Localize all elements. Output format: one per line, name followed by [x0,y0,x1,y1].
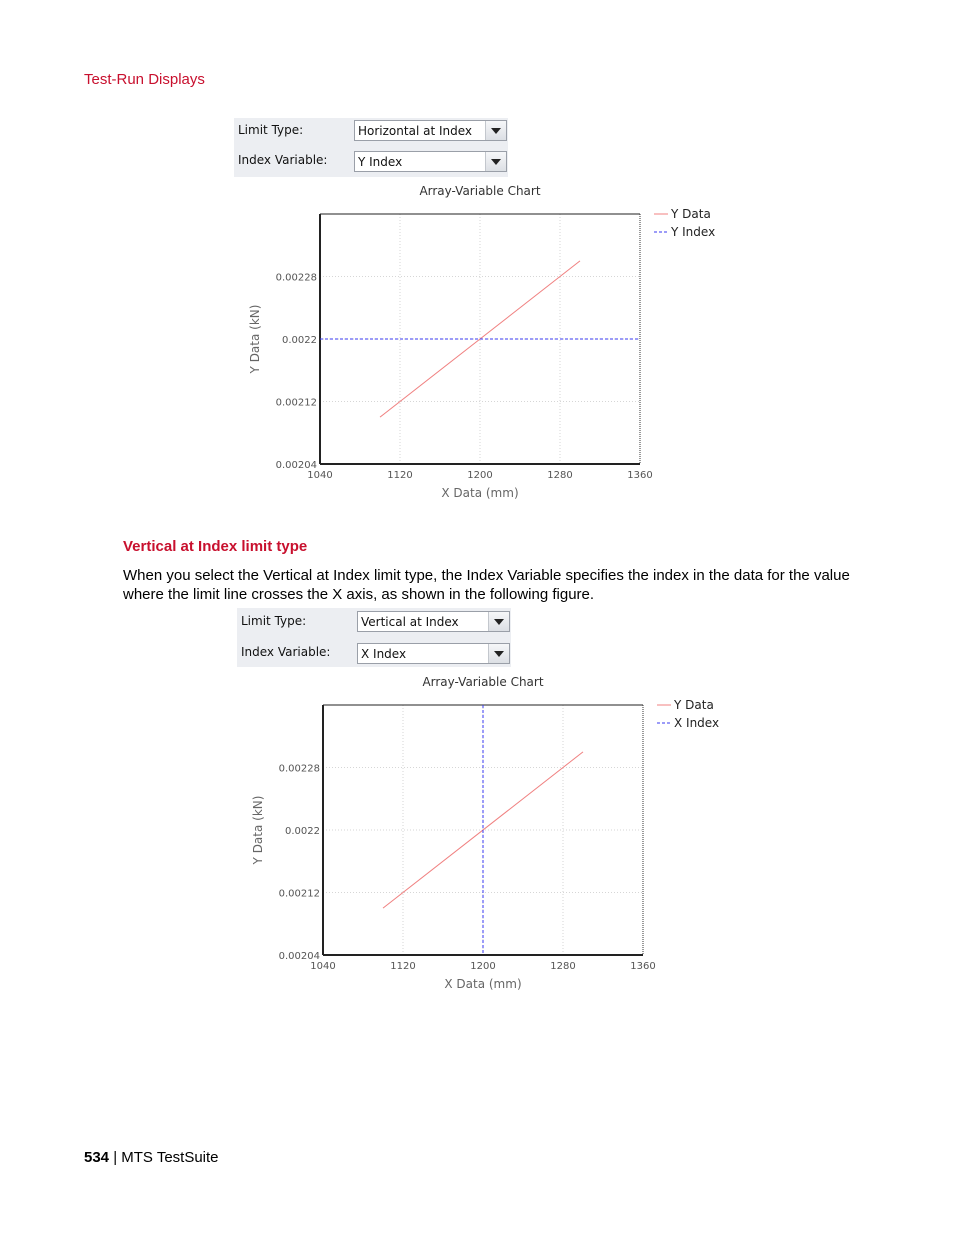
index-variable-dropdown[interactable] [354,151,507,172]
section-paragraph: When you select the Vertical at Index limit type, the Index Variable specifies the index in the data for the value where the limit line crosses the X axis, as shown in the following figure. [123,567,850,603]
chart-title: Array-Variable Chart [419,184,541,198]
limit-type-label: Limit Type: [238,123,304,137]
y-tick-label: 0.0022 [285,826,320,837]
limit-type-value: Vertical at Index [361,615,459,629]
y-axis-label: Y Data (kN) [251,795,265,865]
index-variable-label: Index Variable: [241,645,331,659]
legend-entry: X Index [674,716,720,730]
x-tick-label: 1120 [387,470,413,481]
array-variable-chart-horizontal [240,182,740,500]
chevron-down-icon[interactable] [485,152,506,171]
y-tick-label: 0.00212 [275,397,317,409]
y-tick-label: 0.00212 [278,888,320,900]
y-tick-label: 0.00204 [278,951,320,962]
limit-type-dropdown[interactable] [357,611,510,632]
chart-title: Array-Variable Chart [422,675,544,689]
legend-entry: Y Data [674,698,714,712]
x-axis-label: X Data (mm) [441,486,519,500]
y-tick-label: 0.0022 [282,335,317,346]
limit-type-dropdown[interactable] [354,120,507,141]
footer-separator: | [109,1149,122,1166]
x-tick-label: 1040 [310,961,336,972]
x-tick-label: 1280 [550,961,576,972]
chevron-down-icon[interactable] [485,121,506,140]
x-tick-label: 1360 [630,961,656,972]
x-tick-label: 1200 [470,961,496,972]
array-variable-chart-vertical [243,673,743,991]
page-footer [84,1149,219,1166]
section-header-link[interactable]: Test-Run Displays [84,71,205,88]
chart-svg [243,673,743,991]
index-variable-dropdown[interactable] [357,643,510,664]
x-tick-label: 1120 [390,961,416,972]
section-heading: Vertical at Index limit type [123,538,308,555]
page-number: 534 [84,1149,110,1166]
x-tick-label: 1360 [627,470,653,481]
y-tick-label: 0.00228 [278,763,320,775]
legend-entry: Y Data [671,207,711,221]
limit-settings-panel [237,608,511,667]
limit-type-value: Horizontal at Index [358,124,472,138]
index-variable-value: X Index [361,647,407,661]
y-tick-label: 0.00228 [275,272,317,284]
x-tick-label: 1040 [307,470,333,481]
y-tick-label: 0.00204 [275,460,317,471]
x-tick-label: 1200 [467,470,493,481]
index-variable-label: Index Variable: [238,153,328,167]
chart-svg [240,182,740,500]
x-tick-label: 1280 [547,470,573,481]
legend-entry: Y Index [671,225,716,239]
limit-type-label: Limit Type: [241,614,307,628]
y-axis-label: Y Data (kN) [248,304,262,374]
chevron-down-icon[interactable] [488,612,509,631]
index-variable-value: Y Index [358,155,403,169]
x-axis-label: X Data (mm) [444,977,522,991]
product-name: MTS TestSuite [121,1149,219,1166]
limit-settings-panel [234,118,508,177]
chevron-down-icon[interactable] [488,644,509,663]
